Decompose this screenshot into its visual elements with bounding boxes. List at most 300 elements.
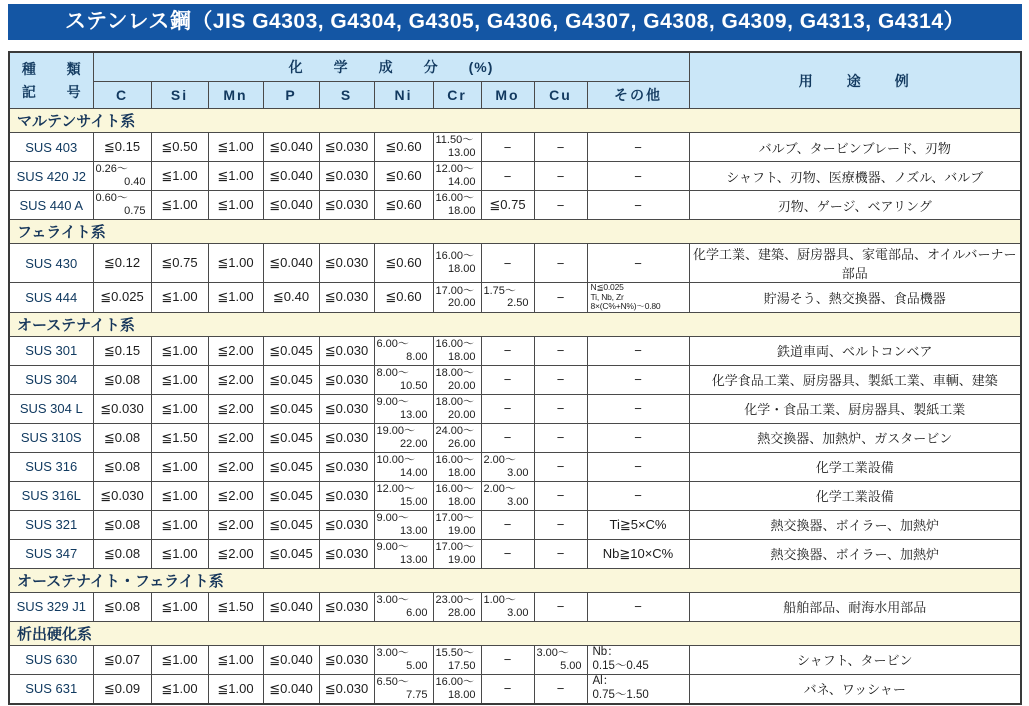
cell-ni: ≦0.60 — [374, 133, 433, 162]
cell-c: ≦0.07 — [93, 645, 151, 674]
table-row — [9, 394, 1021, 423]
other-value — [588, 283, 689, 312]
other-line: Al： — [592, 675, 615, 688]
col-header-cu: Cu — [534, 82, 587, 109]
table-header — [9, 52, 1021, 109]
range-max: 13.00 — [399, 524, 428, 537]
range-min: 1.00～ — [483, 593, 516, 606]
range-max: 17.50 — [447, 659, 476, 672]
table-row — [9, 452, 1021, 481]
cell-si: ≦1.00 — [151, 645, 208, 674]
cell-p: ≦0.045 — [263, 423, 319, 452]
section-row — [9, 621, 1021, 645]
table-row — [9, 283, 1021, 313]
range-min: 17.00～ — [435, 540, 475, 553]
range-value — [434, 424, 481, 451]
cell-p: ≦0.045 — [263, 394, 319, 423]
cell-s: ≦0.030 — [319, 244, 374, 283]
cell-p: ≦0.045 — [263, 481, 319, 510]
table-row — [9, 162, 1021, 191]
cell-cr — [433, 162, 481, 191]
cell-mo: − — [481, 133, 534, 162]
range-value — [375, 424, 433, 451]
range-value — [375, 482, 433, 509]
grade-cell: SUS 304 — [9, 365, 93, 394]
range-max: 5.00 — [560, 659, 582, 672]
col-header-mo: Mo — [481, 82, 534, 109]
table-row — [9, 244, 1021, 283]
cell-mo: − — [481, 510, 534, 539]
cell-si: ≦1.00 — [151, 162, 208, 191]
cell-c: ≦0.030 — [93, 394, 151, 423]
use-cell: 化学・食品工業、厨房器具、製紙工業 — [689, 394, 1021, 423]
cell-other: Nb≧10×C% — [587, 539, 689, 568]
cell-cr — [433, 336, 481, 365]
range-max: 20.00 — [447, 379, 476, 392]
table-row — [9, 539, 1021, 568]
range-value — [375, 453, 433, 480]
range-value — [94, 191, 151, 218]
section-name: フェライト系 — [9, 220, 1021, 244]
cell-other: − — [587, 423, 689, 452]
col-header-c: C — [93, 82, 151, 109]
cell-c: ≦0.15 — [93, 133, 151, 162]
use-cell: シャフト、刃物、医療機器、ノズル、バルブ — [689, 162, 1021, 191]
range-max: 13.00 — [399, 408, 428, 421]
range-max: 3.00 — [507, 606, 529, 619]
cell-cr — [433, 452, 481, 481]
cell-p: ≦0.40 — [263, 283, 319, 313]
cell-cr — [433, 365, 481, 394]
cell-other: − — [587, 365, 689, 394]
range-min: 9.00～ — [376, 540, 409, 553]
use-cell: 熱交換器、加熱炉、ガスタービン — [689, 423, 1021, 452]
cell-mn: ≦2.00 — [208, 481, 263, 510]
cell-mn: ≦2.00 — [208, 336, 263, 365]
range-max: 10.50 — [399, 379, 428, 392]
cell-ni: ≦0.60 — [374, 283, 433, 313]
range-max: 3.00 — [507, 495, 529, 508]
range-max: 5.00 — [406, 659, 428, 672]
range-value — [375, 395, 433, 422]
table-row — [9, 365, 1021, 394]
cell-mn: ≦1.00 — [208, 283, 263, 313]
range-value — [375, 366, 433, 393]
cell-mn: ≦1.00 — [208, 133, 263, 162]
range-min: 3.00～ — [376, 646, 409, 659]
cell-p: ≦0.045 — [263, 336, 319, 365]
cell-other: − — [587, 481, 689, 510]
range-value — [434, 675, 481, 702]
cell-ni — [374, 481, 433, 510]
cell-cr — [433, 510, 481, 539]
cell-p: ≦0.040 — [263, 592, 319, 621]
cell-other: − — [587, 133, 689, 162]
cell-si: ≦1.00 — [151, 481, 208, 510]
use-cell: 刃物、ゲージ、ベアリング — [689, 191, 1021, 220]
range-min: 11.50～ — [435, 134, 474, 147]
cell-si: ≦1.00 — [151, 592, 208, 621]
section-row — [9, 220, 1021, 244]
grade-cell: SUS 310S — [9, 423, 93, 452]
range-min: 9.00～ — [376, 395, 409, 408]
cell-cr — [433, 133, 481, 162]
use-cell: バネ、ワッシャー — [689, 674, 1021, 704]
range-max: 0.75 — [124, 205, 146, 217]
other-line: N≦0.025 — [590, 282, 624, 292]
cell-cr — [433, 481, 481, 510]
cell-mn: ≦2.00 — [208, 423, 263, 452]
cell-s: ≦0.030 — [319, 539, 374, 568]
range-value — [482, 453, 534, 480]
cell-p: ≦0.040 — [263, 191, 319, 220]
section-row — [9, 109, 1021, 133]
cell-c: ≦0.08 — [93, 423, 151, 452]
range-min: 16.00～ — [435, 675, 475, 688]
cell-cu: − — [534, 191, 587, 220]
cell-mn: ≦1.00 — [208, 162, 263, 191]
other-value — [588, 675, 689, 701]
cell-si: ≦1.00 — [151, 674, 208, 704]
col-header-other: その他 — [587, 82, 689, 109]
cell-ni: ≦0.60 — [374, 244, 433, 283]
range-min: 12.00～ — [435, 163, 475, 176]
range-value — [434, 453, 481, 480]
cell-s: ≦0.030 — [319, 191, 374, 220]
cell-cr — [433, 539, 481, 568]
range-max: 14.00 — [447, 176, 476, 188]
cell-p: ≦0.045 — [263, 510, 319, 539]
range-min: 2.00～ — [483, 453, 516, 466]
cell-s: ≦0.030 — [319, 452, 374, 481]
cell-mn: ≦1.00 — [208, 191, 263, 220]
cell-mn: ≦2.00 — [208, 394, 263, 423]
range-max: 14.00 — [399, 466, 428, 479]
cell-si: ≦1.00 — [151, 510, 208, 539]
range-min: 16.00～ — [435, 250, 475, 263]
cell-other: − — [587, 191, 689, 220]
grade-cell: SUS 444 — [9, 283, 93, 313]
cell-ni — [374, 592, 433, 621]
range-min: 1.75～ — [483, 284, 516, 297]
cell-cu: − — [534, 244, 587, 283]
range-value — [482, 482, 534, 509]
section-row — [9, 568, 1021, 592]
range-max: 18.00 — [447, 350, 476, 363]
use-cell: 鉄道車両、ベルトコンベア — [689, 336, 1021, 365]
col-header-chem-group: 化 学 成 分 (%) — [93, 52, 689, 82]
cell-mn: ≦2.00 — [208, 539, 263, 568]
range-max: 18.00 — [447, 688, 476, 701]
table-row — [9, 481, 1021, 510]
cell-s: ≦0.030 — [319, 283, 374, 313]
use-cell: 船舶部品、耐海水用部品 — [689, 592, 1021, 621]
cell-ni — [374, 674, 433, 704]
page-title: ステンレス鋼（JIS G4303, G4304, G4305, G4306, G4307, G4308, G4309, G4313, G4314） — [8, 4, 1022, 40]
cell-mo: − — [481, 394, 534, 423]
range-max: 0.40 — [124, 176, 146, 188]
range-max: 18.00 — [447, 495, 476, 508]
cell-s: ≦0.030 — [319, 423, 374, 452]
section-name: 析出硬化系 — [9, 621, 1021, 645]
range-min: 0.60～ — [95, 192, 128, 205]
cell-c: ≦0.030 — [93, 481, 151, 510]
cell-mo: − — [481, 645, 534, 674]
range-min: 16.00～ — [435, 337, 475, 350]
cell-ni: ≦0.60 — [374, 191, 433, 220]
cell-c: ≦0.08 — [93, 365, 151, 394]
range-max: 20.00 — [447, 297, 476, 310]
grade-cell: SUS 420 J2 — [9, 162, 93, 191]
range-value — [434, 133, 481, 160]
range-min: 8.00～ — [376, 366, 409, 379]
range-min: 9.00～ — [376, 511, 409, 524]
cell-mo: − — [481, 365, 534, 394]
range-value — [434, 540, 481, 567]
cell-other: − — [587, 336, 689, 365]
cell-mn: ≦1.50 — [208, 592, 263, 621]
grade-cell: SUS 630 — [9, 645, 93, 674]
range-min: 19.00～ — [376, 424, 416, 437]
range-value — [434, 366, 481, 393]
cell-si: ≦1.00 — [151, 283, 208, 313]
cell-cr — [433, 645, 481, 674]
cell-cr — [433, 394, 481, 423]
cell-s: ≦0.030 — [319, 674, 374, 704]
range-min: 3.00～ — [376, 593, 409, 606]
cell-cu: − — [534, 423, 587, 452]
range-value — [482, 593, 534, 620]
use-cell: 熱交換器、ボイラー、加熱炉 — [689, 510, 1021, 539]
cell-cu: − — [534, 133, 587, 162]
cell-c — [93, 162, 151, 191]
cell-s: ≦0.030 — [319, 394, 374, 423]
stainless-steel-table — [8, 51, 1022, 705]
cell-cu: − — [534, 674, 587, 704]
cell-mn: ≦1.00 — [208, 244, 263, 283]
table-row — [9, 423, 1021, 452]
range-value — [535, 646, 587, 673]
cell-other: − — [587, 592, 689, 621]
other-line: Ti, Nb, Zr — [590, 291, 624, 302]
cell-p: ≦0.040 — [263, 244, 319, 283]
cell-mn: ≦1.00 — [208, 645, 263, 674]
range-value — [434, 162, 481, 189]
range-value — [375, 540, 433, 567]
range-max: 13.00 — [447, 147, 476, 159]
cell-s: ≦0.030 — [319, 645, 374, 674]
use-cell: 化学工業設備 — [689, 452, 1021, 481]
range-max: 26.00 — [447, 437, 476, 450]
other-line: 0.75～1.50 — [592, 688, 649, 701]
range-value — [434, 511, 481, 538]
range-max: 28.00 — [447, 606, 476, 619]
col-header-mn: Mn — [208, 82, 263, 109]
cell-mn: ≦2.00 — [208, 510, 263, 539]
cell-ni — [374, 423, 433, 452]
range-min: 18.00～ — [435, 395, 475, 408]
range-value — [375, 593, 433, 620]
cell-si: ≦1.00 — [151, 394, 208, 423]
cell-p: ≦0.040 — [263, 645, 319, 674]
use-cell: 化学食品工業、厨房器具、製紙工業、車輌、建築 — [689, 365, 1021, 394]
range-min: 2.00～ — [483, 482, 516, 495]
table-row — [9, 510, 1021, 539]
cell-s: ≦0.030 — [319, 510, 374, 539]
col-header-usage: 用 途 例 — [689, 52, 1021, 109]
range-value — [434, 191, 481, 218]
cell-p: ≦0.040 — [263, 674, 319, 704]
cell-mn: ≦2.00 — [208, 365, 263, 394]
cell-si: ≦1.00 — [151, 539, 208, 568]
use-cell: 化学工業設備 — [689, 481, 1021, 510]
range-min: 17.00～ — [435, 511, 475, 524]
cell-cu: − — [534, 336, 587, 365]
range-value — [375, 511, 433, 538]
cell-cu — [534, 645, 587, 674]
cell-c: ≦0.08 — [93, 452, 151, 481]
cell-cr — [433, 244, 481, 283]
cell-si: ≦1.00 — [151, 336, 208, 365]
grade-cell: SUS 304 L — [9, 394, 93, 423]
cell-mo: − — [481, 244, 534, 283]
grade-cell: SUS 316L — [9, 481, 93, 510]
col-header-si: Si — [151, 82, 208, 109]
section-row — [9, 312, 1021, 336]
range-max: 7.75 — [406, 688, 428, 701]
grade-cell: SUS 321 — [9, 510, 93, 539]
cell-cu: − — [534, 452, 587, 481]
table-row — [9, 336, 1021, 365]
cell-other — [587, 283, 689, 313]
cell-other: − — [587, 394, 689, 423]
range-min: 0.26～ — [95, 163, 128, 176]
range-min: 18.00～ — [435, 366, 475, 379]
col-header-grade-line2: 記 号 — [21, 83, 90, 100]
grade-cell: SUS 631 — [9, 674, 93, 704]
range-value — [482, 284, 534, 311]
range-max: 20.00 — [447, 408, 476, 421]
cell-cr — [433, 674, 481, 704]
other-value — [588, 646, 689, 672]
table-row — [9, 191, 1021, 220]
range-max: 18.00 — [447, 263, 476, 275]
table-body — [9, 109, 1021, 704]
cell-c: ≦0.15 — [93, 336, 151, 365]
cell-cu: − — [534, 510, 587, 539]
use-cell: 化学工業、建築、厨房器具、家電部品、オイルバーナー部品 — [689, 244, 1021, 283]
cell-cu: − — [534, 539, 587, 568]
cell-mo: − — [481, 539, 534, 568]
cell-p: ≦0.045 — [263, 365, 319, 394]
cell-cu: − — [534, 481, 587, 510]
cell-c: ≦0.12 — [93, 244, 151, 283]
cell-c — [93, 191, 151, 220]
cell-ni — [374, 336, 433, 365]
table-row — [9, 592, 1021, 621]
cell-mo — [481, 283, 534, 313]
cell-p: ≦0.045 — [263, 539, 319, 568]
range-value — [434, 395, 481, 422]
range-min: 6.00～ — [376, 337, 409, 350]
range-max: 2.50 — [507, 297, 529, 310]
range-value — [375, 646, 433, 673]
range-max: 18.00 — [447, 466, 476, 479]
range-value — [94, 162, 151, 189]
range-value — [434, 337, 481, 364]
range-min: 16.00～ — [435, 482, 475, 495]
cell-other — [587, 674, 689, 704]
cell-c: ≦0.08 — [93, 539, 151, 568]
col-header-grade — [9, 52, 93, 109]
cell-s: ≦0.030 — [319, 133, 374, 162]
cell-c: ≦0.08 — [93, 592, 151, 621]
cell-si: ≦1.00 — [151, 452, 208, 481]
col-header-ni: Ni — [374, 82, 433, 109]
cell-p: ≦0.040 — [263, 162, 319, 191]
range-min: 23.00～ — [435, 593, 475, 606]
cell-cr — [433, 191, 481, 220]
cell-si: ≦0.75 — [151, 244, 208, 283]
use-cell: シャフト、タービン — [689, 645, 1021, 674]
cell-other: − — [587, 162, 689, 191]
range-max: 13.00 — [399, 553, 428, 566]
range-value — [434, 284, 481, 311]
col-header-grade-line1: 種 類 — [21, 61, 90, 78]
table-row — [9, 133, 1021, 162]
cell-s: ≦0.030 — [319, 481, 374, 510]
range-min: 16.00～ — [435, 453, 475, 466]
range-max: 18.00 — [447, 205, 476, 217]
table-row — [9, 645, 1021, 674]
cell-other: Ti≧5×C% — [587, 510, 689, 539]
col-header-s: S — [319, 82, 374, 109]
grade-cell: SUS 347 — [9, 539, 93, 568]
cell-si: ≦1.00 — [151, 365, 208, 394]
cell-mo: − — [481, 162, 534, 191]
cell-other: − — [587, 452, 689, 481]
cell-ni — [374, 539, 433, 568]
cell-cu: − — [534, 162, 587, 191]
other-line: Nb： — [592, 646, 619, 659]
col-header-cr: Cr — [433, 82, 481, 109]
other-line: 0.15～0.45 — [592, 659, 649, 672]
grade-cell: SUS 316 — [9, 452, 93, 481]
section-name: オーステナイト・フェライト系 — [9, 568, 1021, 592]
use-cell: バルブ、タービンブレード、刃物 — [689, 133, 1021, 162]
range-max: 19.00 — [447, 553, 476, 566]
cell-cu: − — [534, 394, 587, 423]
cell-ni — [374, 645, 433, 674]
grade-cell: SUS 301 — [9, 336, 93, 365]
cell-other: − — [587, 244, 689, 283]
cell-mo — [481, 452, 534, 481]
cell-si: ≦0.50 — [151, 133, 208, 162]
cell-mo: − — [481, 423, 534, 452]
cell-ni: ≦0.60 — [374, 162, 433, 191]
cell-ni — [374, 365, 433, 394]
cell-mo: − — [481, 336, 534, 365]
col-header-p: P — [263, 82, 319, 109]
range-max: 8.00 — [406, 350, 428, 363]
range-min: 15.50～ — [435, 646, 475, 659]
range-value — [434, 593, 481, 620]
range-min: 16.00～ — [435, 192, 475, 205]
range-min: 10.00～ — [376, 453, 416, 466]
section-name: オーステナイト系 — [9, 312, 1021, 336]
range-max: 6.00 — [406, 606, 428, 619]
grade-cell: SUS 403 — [9, 133, 93, 162]
